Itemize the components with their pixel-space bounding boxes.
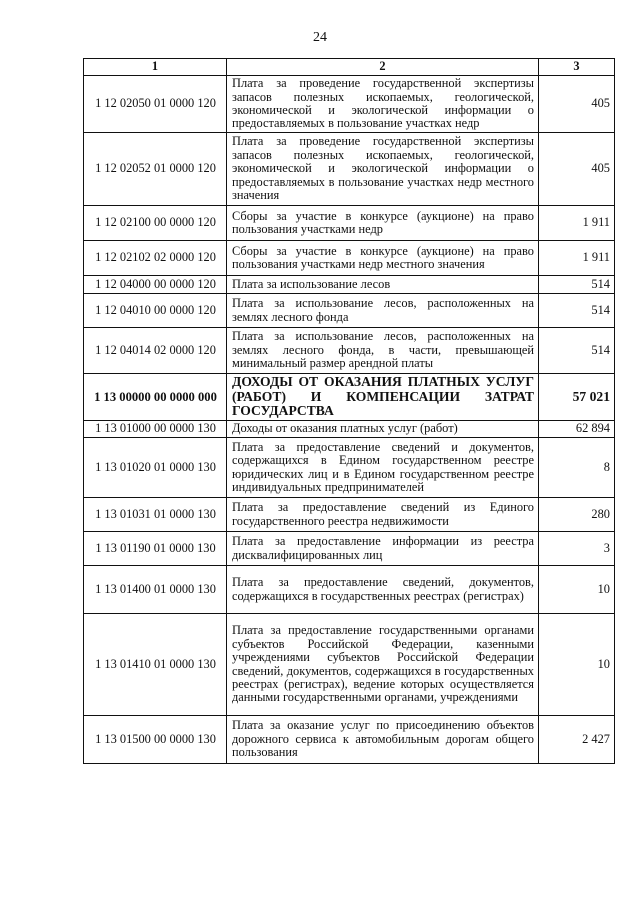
row-amount: 8: [539, 438, 615, 498]
row-code: 1 12 02052 01 0000 120: [84, 133, 227, 206]
column-header-code: 1: [84, 59, 227, 76]
row-description: Плата за использование лесов, расположенных на землях лесного фонда, в части, превышающей минимальный размер арендной платы: [227, 328, 539, 374]
row-code: 1 12 04010 00 0000 120: [84, 294, 227, 328]
row-description: Плата за проведение государственной экспертизы запасов полезных ископаемых, геологической, экономической и экологической информации о предоставляемых в пользование участках недр: [227, 76, 539, 133]
row-amount: 10: [539, 614, 615, 716]
table-row: [84, 76, 615, 133]
table-row: [84, 566, 615, 614]
row-description: Плата за использование лесов: [227, 276, 539, 294]
table-row: [84, 133, 615, 206]
table-row: [84, 241, 615, 276]
table-row: [84, 276, 615, 294]
row-amount: 62 894: [539, 421, 615, 438]
row-amount: 1 911: [539, 206, 615, 241]
table-header-row: [84, 59, 615, 76]
row-code: 1 13 01500 00 0000 130: [84, 716, 227, 764]
table-row: [84, 498, 615, 532]
row-description: Плата за проведение государственной экспертизы запасов полезных ископаемых, геологической, экономической и экологической информации о предоставляемых в пользование участках недр местного значения: [227, 133, 539, 206]
row-code: 1 13 01410 01 0000 130: [84, 614, 227, 716]
row-code: 1 13 01031 01 0000 130: [84, 498, 227, 532]
table-row: [84, 328, 615, 374]
row-code: 1 12 02100 00 0000 120: [84, 206, 227, 241]
row-description: Плата за предоставление государственными органами субъектов Российской Федерации, казенными учреждениями субъектов Российской Федерации сведений, документов, содержащихся в государственных реестрах (регистрах), ведение которых осуществляется данными государственными органами, учреждениями: [227, 614, 539, 716]
row-code: 1 12 02102 02 0000 120: [84, 241, 227, 276]
row-code: 1 13 00000 00 0000 000: [84, 374, 227, 421]
row-code: 1 12 04000 00 0000 120: [84, 276, 227, 294]
row-description: Плата за оказание услуг по присоединению объектов дорожного сервиса к автомобильным дорогам общего пользования: [227, 716, 539, 764]
row-amount: 57 021: [539, 374, 615, 421]
budget-table: [83, 58, 615, 764]
row-amount: 10: [539, 566, 615, 614]
table-row: [84, 421, 615, 438]
row-description: Сборы за участие в конкурсе (аукционе) на право пользования участками недр местного значения: [227, 241, 539, 276]
row-code: 1 13 01000 00 0000 130: [84, 421, 227, 438]
table-row: [84, 294, 615, 328]
row-code: 1 13 01190 01 0000 130: [84, 532, 227, 566]
table-row: [84, 614, 615, 716]
page-number: 24: [313, 30, 327, 45]
row-amount: 514: [539, 328, 615, 374]
row-amount: 405: [539, 76, 615, 133]
row-description: Плата за предоставление сведений, документов, содержащихся в государственных реестрах (регистрах): [227, 566, 539, 614]
row-description: Плата за использование лесов, расположенных на землях лесного фонда: [227, 294, 539, 328]
column-header-description: 2: [227, 59, 539, 76]
row-description: Сборы за участие в конкурсе (аукционе) на право пользования участками недр: [227, 206, 539, 241]
row-code: 1 13 01020 01 0000 130: [84, 438, 227, 498]
table-row: [84, 532, 615, 566]
row-amount: 1 911: [539, 241, 615, 276]
column-header-amount: 3: [539, 59, 615, 76]
table-row-section-total: [84, 374, 615, 421]
table-row: [84, 716, 615, 764]
table-row: [84, 206, 615, 241]
row-amount: 514: [539, 294, 615, 328]
row-code: 1 13 01400 01 0000 130: [84, 566, 227, 614]
row-amount: 280: [539, 498, 615, 532]
row-code: 1 12 02050 01 0000 120: [84, 76, 227, 133]
row-description: Доходы от оказания платных услуг (работ): [227, 421, 539, 438]
row-code: 1 12 04014 02 0000 120: [84, 328, 227, 374]
row-description: ДОХОДЫ ОТ ОКАЗАНИЯ ПЛАТНЫХ УСЛУГ (РАБОТ) И КОМПЕНСАЦИИ ЗАТРАТ ГОСУДАРСТВА: [227, 374, 539, 421]
row-amount: 2 427: [539, 716, 615, 764]
row-description: Плата за предоставление сведений и документов, содержащихся в Едином государственном реестре юридических лиц и в Едином государственном реестре индивидуальных предпринимателей: [227, 438, 539, 498]
table-row: [84, 438, 615, 498]
row-amount: 405: [539, 133, 615, 206]
row-description: Плата за предоставление информации из реестра дисквалифицированных лиц: [227, 532, 539, 566]
row-amount: 514: [539, 276, 615, 294]
row-amount: 3: [539, 532, 615, 566]
row-description: Плата за предоставление сведений из Единого государственного реестра недвижимости: [227, 498, 539, 532]
